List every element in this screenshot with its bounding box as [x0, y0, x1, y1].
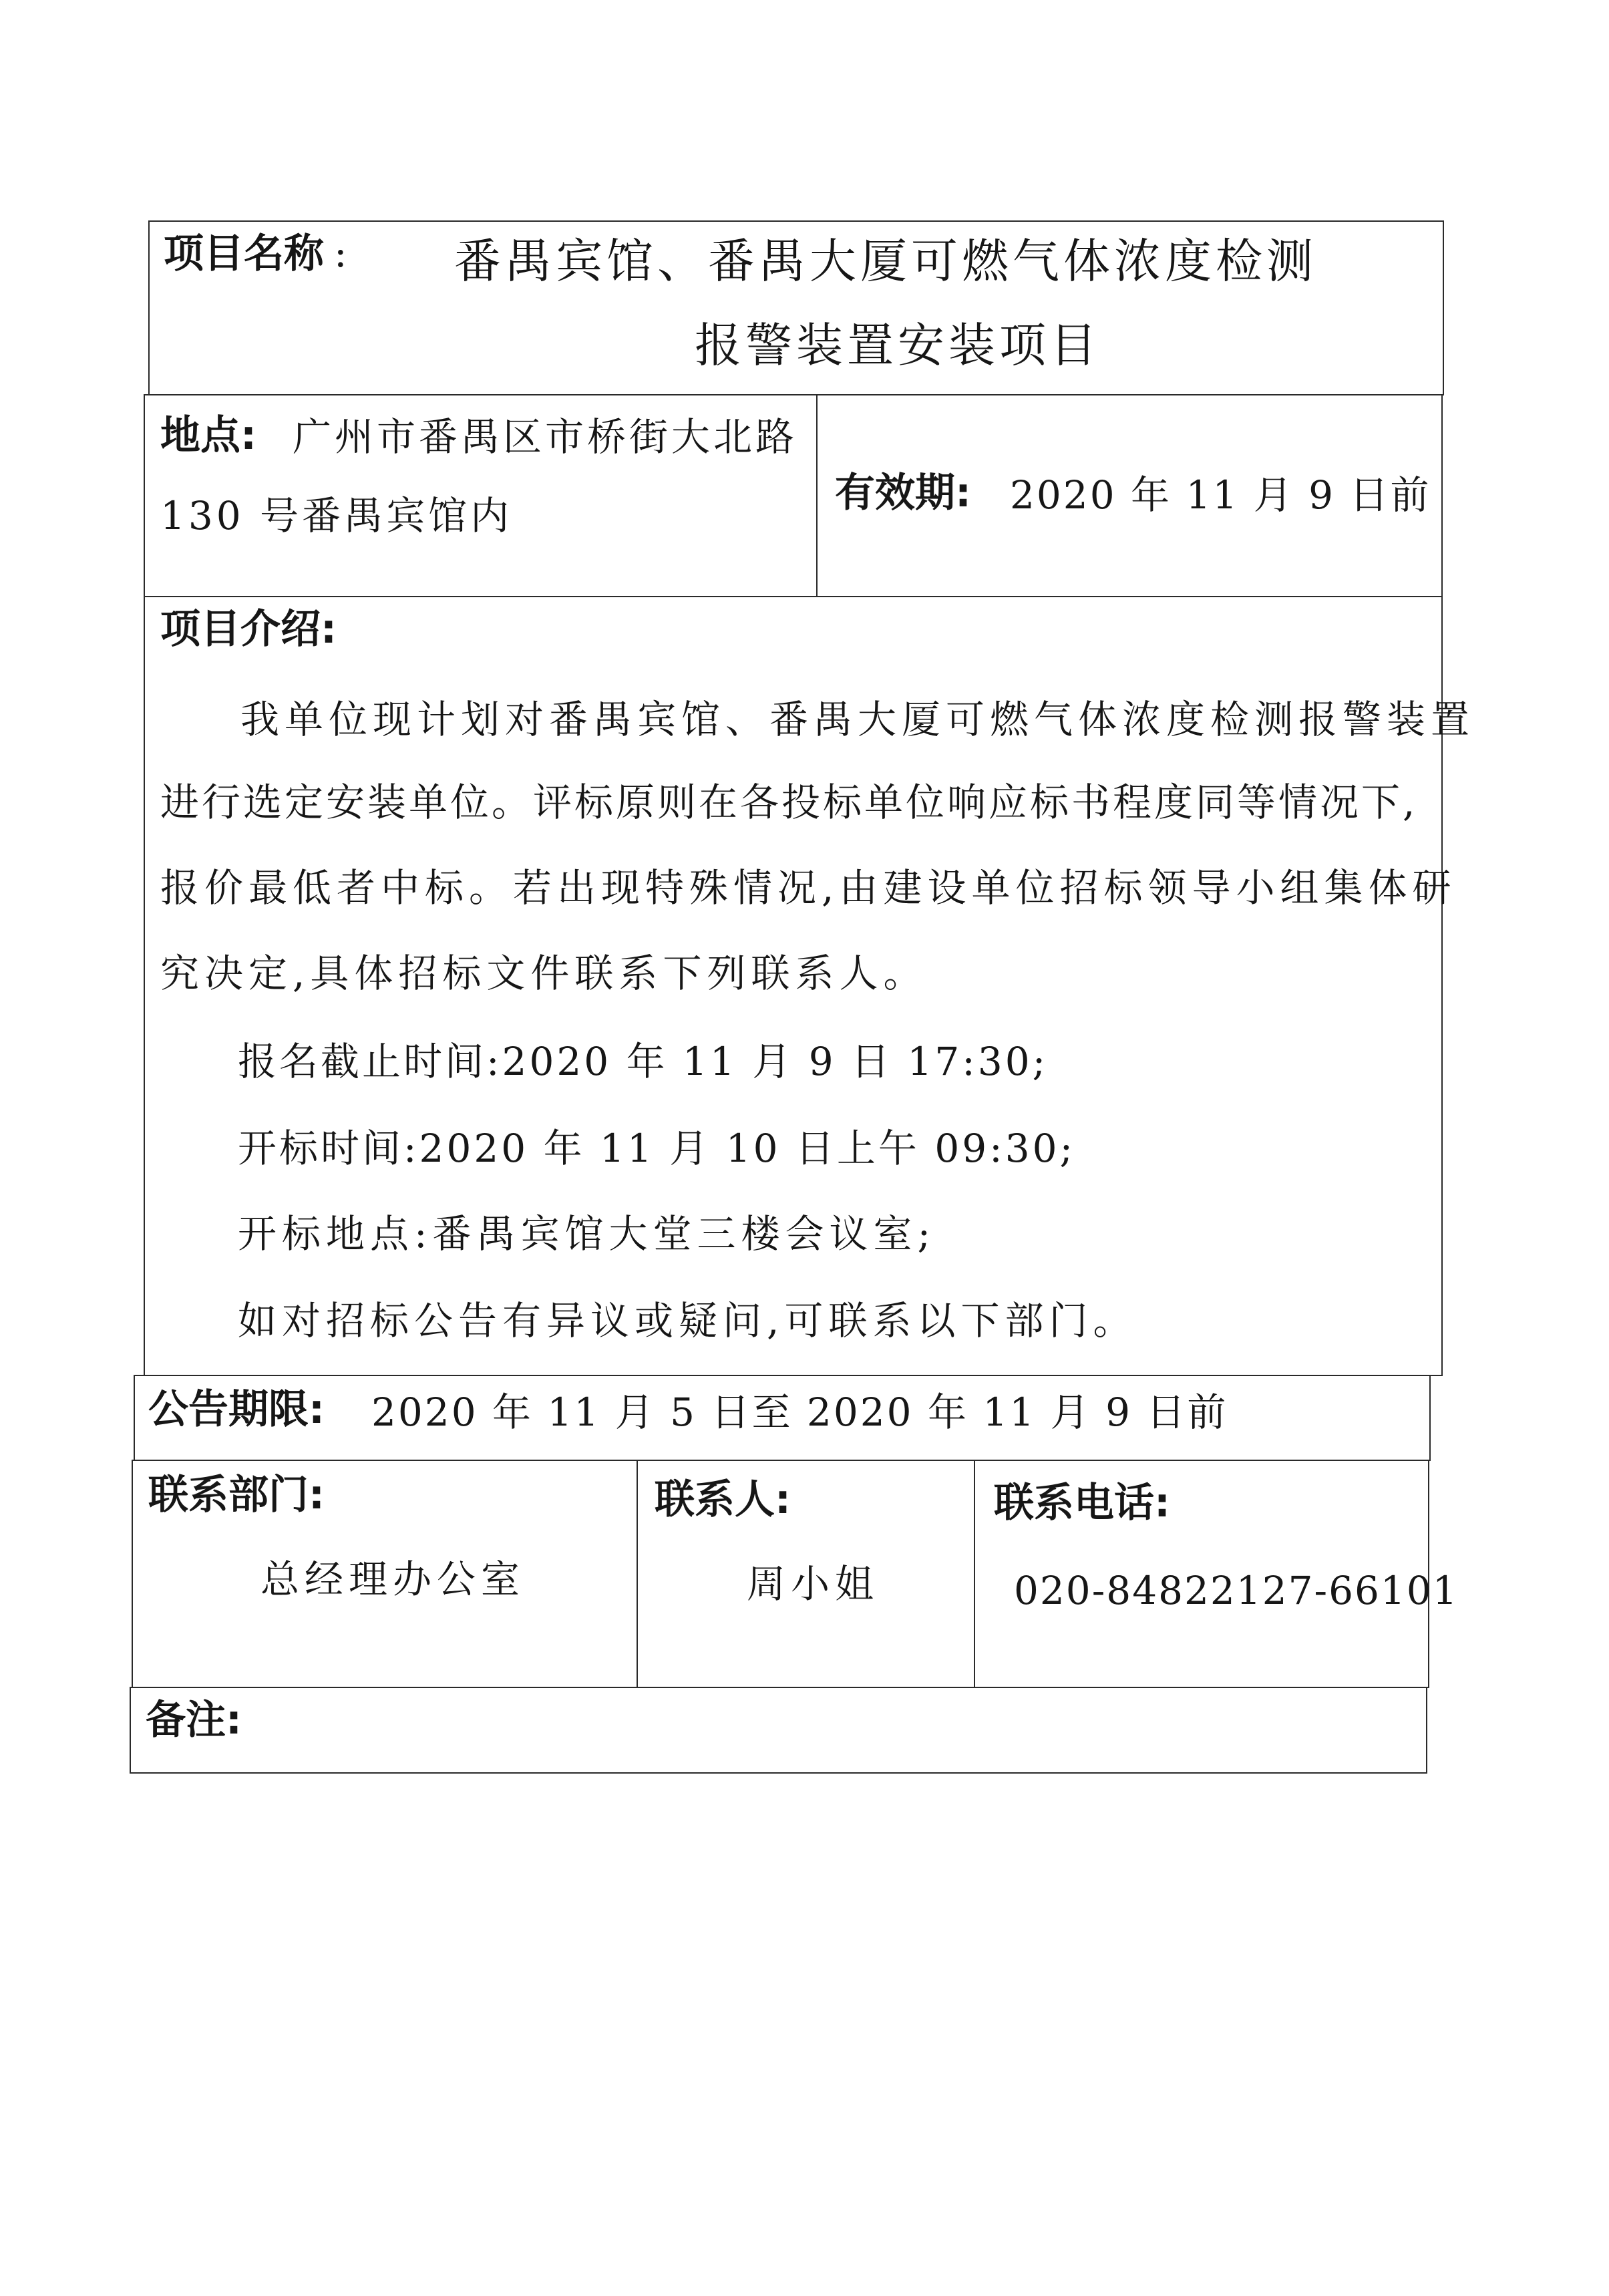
contact-phone-label: 联系电话:	[994, 1480, 1170, 1526]
registration-deadline: 报名截止时间:2020 年 11 月 9 日 17:30;	[238, 1039, 1049, 1084]
remarks-box	[130, 1687, 1427, 1774]
contact-phone-value: 020-84822127-66101	[1014, 1568, 1459, 1613]
location-label: 地点:	[160, 412, 256, 459]
location-value-line1: 广州市番禺区市桥街大北路	[293, 414, 798, 460]
intro-label: 项目介绍:	[160, 606, 337, 653]
remarks-label: 备注:	[146, 1697, 242, 1744]
intro-paragraph-line2: 进行选定安装单位。评标原则在各投标单位响应标书程度同等情况下,	[160, 780, 1418, 825]
bid-opening-place: 开标地点:番禺宾馆大堂三楼会议室;	[238, 1211, 936, 1257]
contact-dept-value: 总经理办公室	[260, 1556, 526, 1602]
inquiry-note: 如对招标公告有异议或疑问,可联系以下部门。	[238, 1298, 1137, 1343]
location-value-line2: 130 号番禺宾馆内	[160, 493, 513, 538]
contact-divider-2	[974, 1460, 975, 1688]
validity-value: 2020 年 11 月 9 日前	[1010, 472, 1431, 518]
contact-person-value: 周小姐	[747, 1561, 880, 1607]
project-title-line2: 报警装置安装项目	[695, 318, 1101, 373]
notice-period-value: 2020 年 11 月 5 日至 2020 年 11 月 9 日前	[371, 1389, 1228, 1435]
contact-divider-1	[637, 1460, 638, 1688]
project-title-line1: 番禺宾馆、番禺大厦可燃气体浓度检测	[454, 234, 1317, 289]
contact-dept-label: 联系部门:	[148, 1472, 325, 1518]
project-name-colon: :	[334, 230, 347, 276]
intro-paragraph-line4: 究决定,具体招标文件联系下列联系人。	[160, 951, 928, 996]
validity-label: 有效期:	[835, 470, 971, 516]
project-name-label: 项目名称	[164, 230, 324, 277]
location-validity-divider	[816, 394, 818, 597]
intro-paragraph-line1: 我单位现计划对番禺宾馆、番禺大厦可燃气体浓度检测报警装置	[240, 697, 1475, 742]
contact-person-label: 联系人:	[655, 1476, 791, 1523]
notice-period-label: 公告期限:	[148, 1386, 325, 1433]
intro-paragraph-line3: 报价最低者中标。若出现特殊情况,由建设单位招标领导小组集体研	[160, 865, 1457, 911]
bid-opening-time: 开标时间:2020 年 11 月 10 日上午 09:30;	[238, 1126, 1076, 1171]
